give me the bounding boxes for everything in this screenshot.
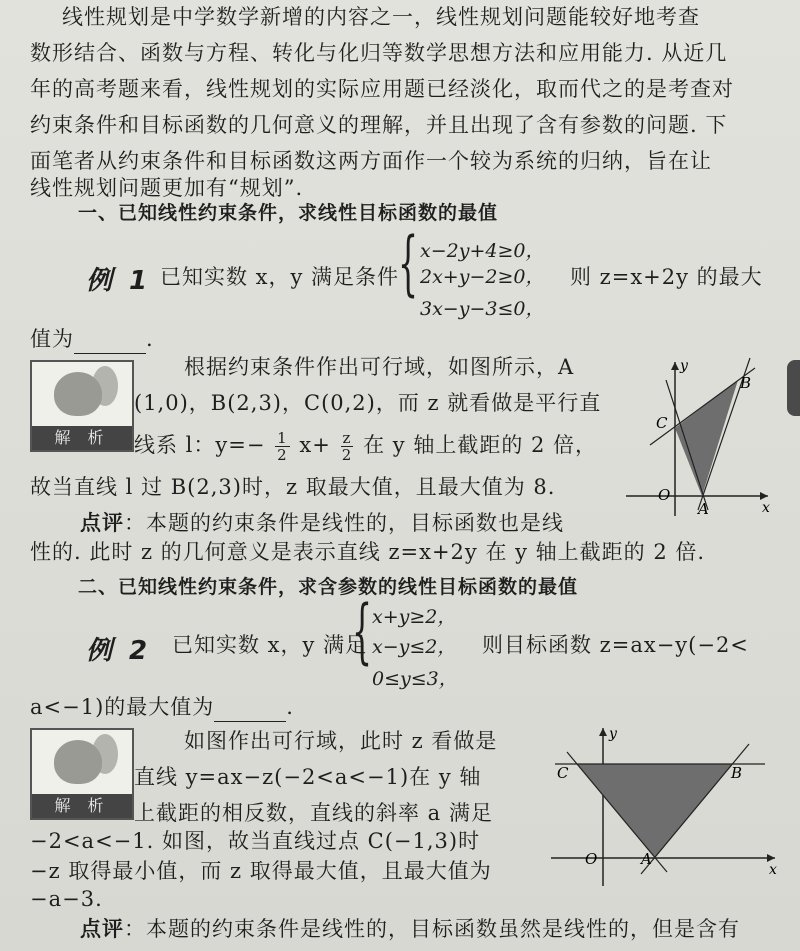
example2-constraint-3: 0≤y≤3，: [372, 668, 458, 690]
example2-answer-blank: [214, 699, 286, 722]
example1-stem-suffix: 则 z=x+2y 的最大: [570, 265, 763, 289]
graph2-label-a: A: [641, 850, 652, 868]
solution2-line-6: −a−3.: [30, 887, 103, 911]
badge-label-1: 解 析: [32, 426, 132, 450]
intro-line-3: 年的高考题来看，线性规划的实际应用题已经淡化，取而代之的是考查对: [30, 77, 734, 101]
example2-label: 例 2: [86, 636, 152, 666]
squirrel-icon: [54, 372, 102, 416]
solution1-line-1: 根据约束条件作出可行域，如图所示，A: [184, 355, 575, 379]
badge-label-2: 解 析: [32, 794, 132, 818]
comment2-line-1: [80, 914, 740, 944]
example1-stem-end: [30, 324, 154, 354]
graph2-feasible-region: [577, 764, 733, 858]
solution2-line-2: 直线 y=ax−z(−2<a<−1)在 y 轴: [134, 765, 482, 789]
example1-stem-end-text: 值为: [30, 327, 74, 351]
example1-stem-period: .: [146, 327, 154, 351]
intro-line-1: 线性规划是中学数学新增的内容之一，线性规划问题能较好地考查: [62, 5, 700, 29]
graph1-label-a: A: [698, 500, 709, 518]
graph1-label-c: C: [656, 414, 668, 432]
graph1-label-x: x: [762, 500, 770, 516]
example1-constraint-1: x−2y+4≥0，: [420, 240, 545, 262]
solution1-line-2: (1,0)，B(2,3)，C(0,2)，而 z 就看做是平行直: [134, 391, 602, 415]
solution2-line-5: −z 取得最小值，而 z 取得最大值，且最大值为: [30, 859, 492, 883]
section1-heading: 一、已知线性约束条件，求线性目标函数的最值: [78, 202, 499, 224]
graph2-x-arrow: [767, 854, 775, 862]
fraction-one-half: $\frac{1}{2}$: [277, 429, 288, 464]
solution-badge-1: [30, 360, 134, 452]
solution1-line-3-c: 在 y 轴上截距的 2 倍，: [363, 433, 598, 457]
solution1-line-3: [134, 430, 597, 463]
comment2-label: 点评: [80, 917, 124, 941]
feasible-region-graph-1: [620, 350, 780, 520]
solution1-line-3-b: x+: [299, 433, 331, 457]
example1-brace: {: [398, 222, 419, 304]
intro-line-2: 数形结合、函数与方程、转化与化归等数学思想方法和应用能力. 从近几: [30, 41, 728, 65]
graph1-label-b: B: [740, 374, 752, 392]
solution1-line-4: 故当直线 l 过 B(2,3)时，z 取最大值，且最大值为 8.: [30, 475, 556, 499]
example1-constraint-2: 2x+y−2≥0，: [420, 266, 545, 288]
solution1-line-3-a: 线系 l：y=−: [134, 433, 266, 457]
example2-stem-end-text: a<−1)的最大值为: [30, 695, 215, 719]
graph2-label-c: C: [557, 764, 569, 782]
graph2-label-x: x: [769, 862, 777, 878]
feasible-region-graph-2: [545, 720, 785, 890]
solution2-line-3: 上截距的相反数，直线的斜率 a 满足: [134, 801, 493, 825]
example1-constraint-3: 3x−y−3≤0，: [420, 298, 545, 320]
example1-label: 例 1: [86, 266, 152, 296]
squirrel-icon: [54, 740, 102, 784]
graph2-label-b: B: [731, 764, 743, 782]
example1-answer-blank: [74, 331, 146, 354]
intro-line-4: 约束条件和目标函数的几何意义的理解，并且出现了含有参数的问题. 下: [30, 113, 728, 137]
graph1-label-y: y: [680, 358, 688, 374]
graph1-label-o: O: [658, 486, 671, 504]
example2-stem-period: .: [286, 695, 294, 719]
graph2-y-arrow: [599, 728, 607, 736]
graph1-y-arrow: [671, 362, 679, 370]
graph2-label-o: O: [585, 850, 598, 868]
example1-stem-prefix: 已知实数 x，y 满足条件: [160, 265, 400, 289]
intro-line-6: 线性规划问题更加有“规划”.: [30, 176, 304, 200]
graph2-label-y: y: [609, 726, 617, 742]
intro-line-5: 面笔者从约束条件和目标函数这两方面作一个较为系统的归纳，旨在让: [30, 149, 712, 173]
comment2-text: ：本题的约束条件是线性的，目标函数虽然是线性的，但是含有: [124, 917, 740, 941]
solution2-line-1: 如图作出可行域，此时 z 看做是: [184, 729, 498, 753]
comment1-label: 点评: [80, 511, 124, 535]
fraction-z-half: $\frac{z}{2}$: [341, 429, 353, 464]
example2-stem-suffix: 则目标函数 z=ax−y(−2<: [482, 633, 749, 657]
example2-constraint-2: x−y≤2，: [372, 636, 457, 658]
example2-brace: {: [352, 590, 373, 672]
comment1-text-1: ：本题的约束条件是线性的，目标函数也是线: [124, 511, 564, 535]
solution-badge-2: [30, 728, 134, 820]
example2-constraint-1: x+y≥2，: [372, 606, 457, 628]
solution2-line-4: −2<a<−1. 如图，故当直线过点 C(−1,3)时: [30, 829, 481, 853]
section2-heading: 二、已知线性约束条件，求含参数的线性目标函数的最值: [78, 576, 579, 598]
comment1-line-2: 性的. 此时 z 的几何意义是表示直线 z=x+2y 在 y 轴上截距的 2 倍.: [30, 540, 706, 564]
graph1-x-arrow: [760, 492, 768, 500]
example2-stem-prefix: 已知实数 x，y 满足: [172, 633, 368, 657]
example2-stem-end: [30, 692, 294, 722]
comment1-line-1: [80, 508, 564, 538]
side-page-tab: [787, 360, 800, 416]
